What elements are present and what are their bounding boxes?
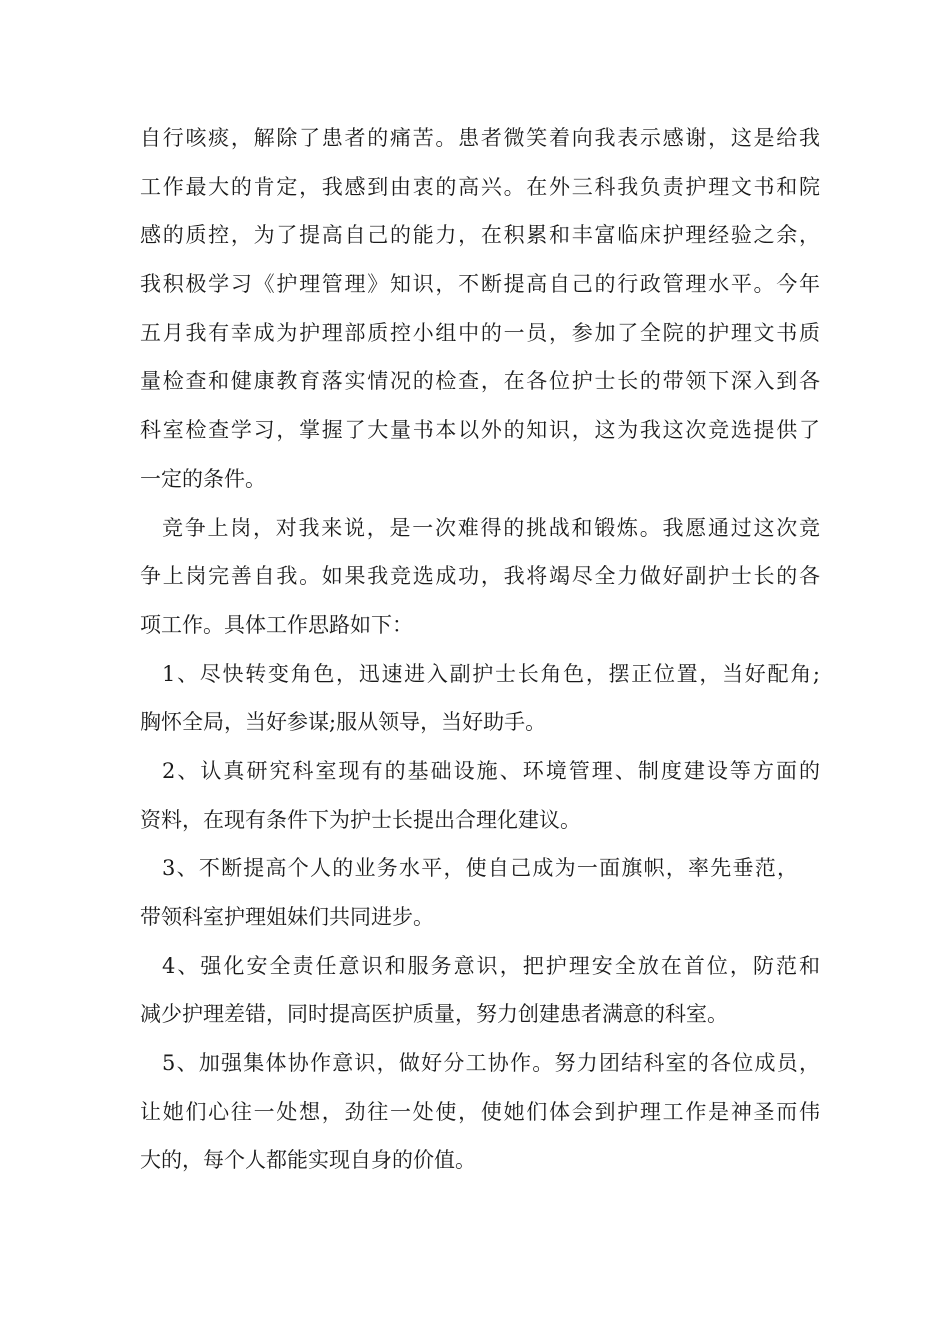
text-line: 让她们心往一处想，劲往一处使，使她们体会到护理工作是神圣而伟 — [140, 1099, 820, 1124]
text-line: 竞争上岗，对我来说，是一次难得的挑战和锻炼。我愿通过这次竞 — [162, 515, 820, 540]
text-line: 大的，每个人都能实现自身的价值。 — [140, 1148, 476, 1173]
text-line: 3、不断提高个人的业务水平，使自己成为一面旗帜，率先垂范， — [162, 856, 798, 881]
list-item-5 — [140, 1039, 820, 1185]
text-line: 五月我有幸成为护理部质控小组中的一员，参加了全院的护理文书质 — [140, 320, 820, 345]
text-line: 5、加强集体协作意识，做好分工协作。努力团结科室的各位成员， — [162, 1051, 820, 1076]
text-line: 感的质控，为了提高自己的能力，在积累和丰富临床护理经验之余， — [140, 223, 820, 248]
document-body — [140, 114, 820, 1185]
text-line: 争上岗完善自我。如果我竞选成功，我将竭尽全力做好副护士长的各 — [140, 564, 820, 589]
text-line: 自行咳痰，解除了患者的痛苦。患者微笑着向我表示感谢，这是给我 — [140, 126, 820, 150]
text-line: 1、尽快转变角色，迅速进入副护士长角色，摆正位置，当好配角; — [162, 661, 820, 686]
text-line: 工作最大的肯定，我感到由衷的高兴。在外三科我负责护理文书和院 — [140, 174, 820, 199]
text-line: 减少护理差错，同时提高医护质量，努力创建患者满意的科室。 — [140, 1002, 728, 1027]
list-item-1 — [140, 650, 820, 747]
text-line: 量检查和健康教育落实情况的检查，在各位护士长的带领下深入到各 — [140, 369, 820, 394]
text-line: 我积极学习《护理管理》知识，不断提高自己的行政管理水平。今年 — [140, 272, 820, 297]
list-item-4 — [140, 942, 820, 1039]
text-line: 2、认真研究科室现有的基础设施、环境管理、制度建设等方面的 — [162, 758, 820, 783]
list-item-3 — [140, 844, 820, 941]
text-line: 带领科室护理姐妹们共同进步。 — [140, 905, 434, 929]
text-line: 胸怀全局，当好参谋;服从领导，当好助手。 — [140, 710, 547, 735]
text-line: 一定的条件。 — [140, 466, 266, 491]
text-line: 资料，在现有条件下为护士长提出合理化建议。 — [140, 807, 581, 832]
text-line: 科室检查学习，掌握了大量书本以外的知识，这为我这次竞选提供了 — [140, 418, 820, 443]
text-line: 4、强化安全责任意识和服务意识，把护理安全放在首位，防范和 — [162, 953, 820, 978]
paragraph-2 — [140, 504, 820, 650]
list-item-2 — [140, 747, 820, 844]
paragraph-1 — [140, 114, 820, 504]
text-line: 项工作。具体工作思路如下： — [140, 612, 413, 637]
